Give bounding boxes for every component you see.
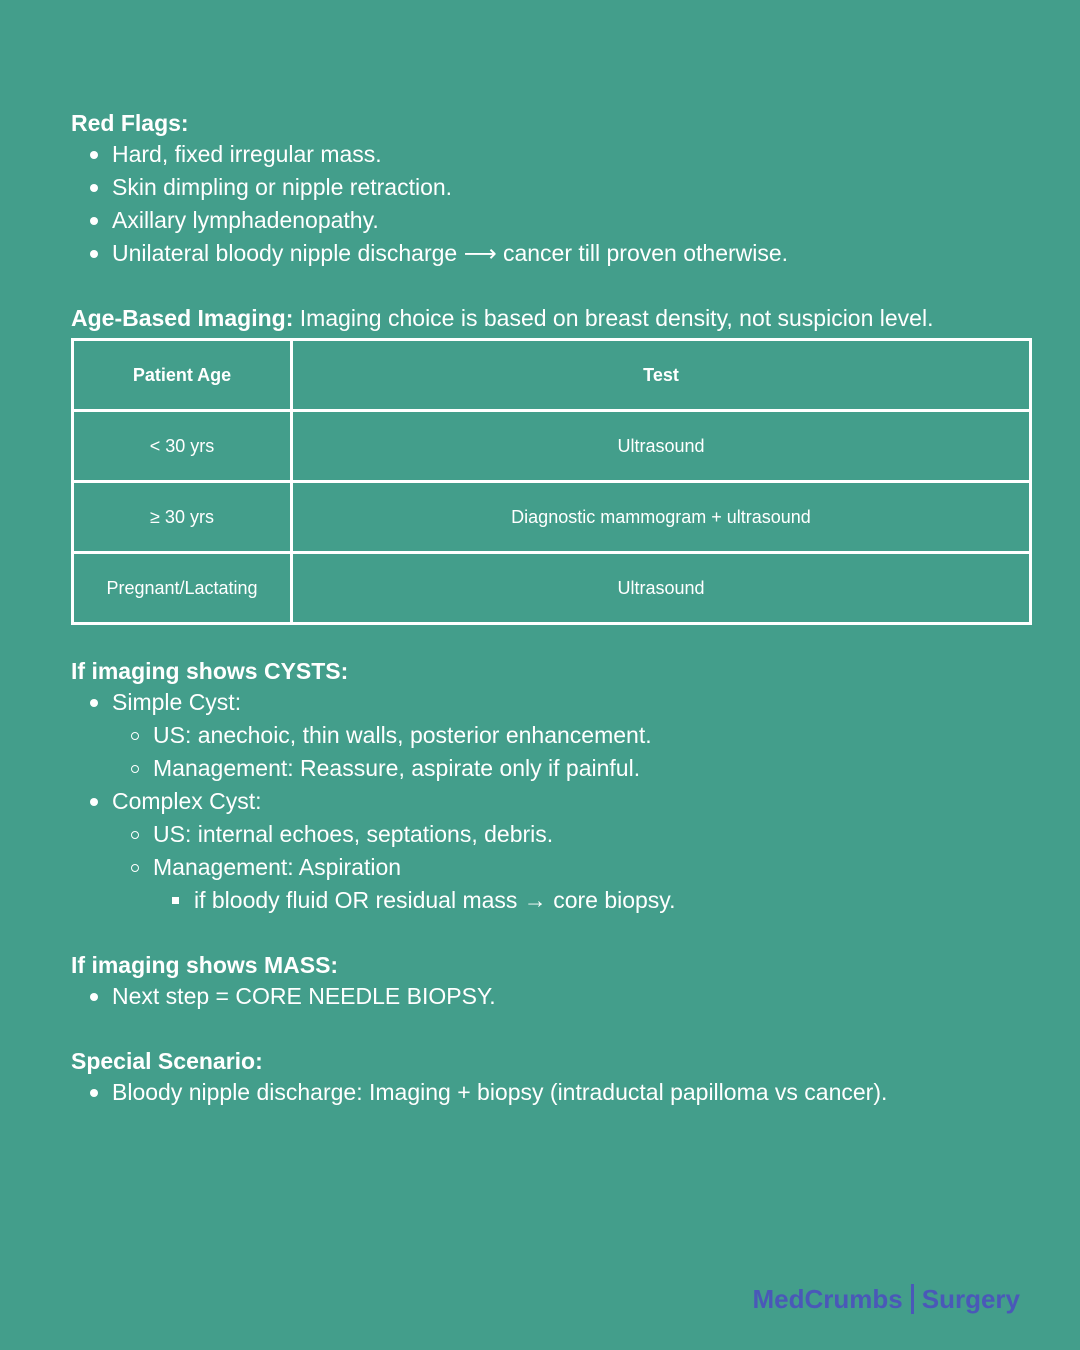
- red-flags-list: [71, 138, 1031, 270]
- table-row: [73, 553, 1031, 624]
- simple-cyst-label: Simple Cyst:: [112, 689, 242, 715]
- list-item: Axillary lymphadenopathy.: [71, 204, 1031, 237]
- imaging-table: [71, 338, 1032, 625]
- list-item: Management: Reassure, aspirate only if painful.: [112, 752, 1031, 785]
- list-item: Unilateral bloody nipple discharge ⟶ cancer till proven otherwise.: [71, 237, 1031, 270]
- cell-test: Ultrasound: [292, 553, 1031, 624]
- cell-age: ≥ 30 yrs: [73, 482, 292, 553]
- mass-list: [71, 980, 1031, 1013]
- list-item: Hard, fixed irregular mass.: [71, 138, 1031, 171]
- list-item: if bloody fluid OR residual mass → core biopsy.: [153, 884, 1031, 917]
- list-item: [71, 686, 1031, 785]
- imaging-title: Age-Based Imaging:: [71, 305, 294, 331]
- special-list: [71, 1076, 1031, 1109]
- list-item: [71, 785, 1031, 917]
- aspiration-sublist: [112, 884, 1031, 917]
- brand-section: Surgery: [921, 1284, 1020, 1314]
- simple-cyst-sublist: [71, 719, 1031, 785]
- brand-divider: [911, 1284, 914, 1314]
- cysts-list: [71, 686, 1031, 917]
- list-item: Bloody nipple discharge: Imaging + biopsy (intraductal papilloma vs cancer).: [71, 1076, 1031, 1109]
- imaging-heading: [71, 303, 1031, 333]
- header-test: Test: [292, 340, 1031, 411]
- table-header-row: [73, 340, 1031, 411]
- special-title: Special Scenario:: [71, 1048, 263, 1074]
- list-item: US: anechoic, thin walls, posterior enhancement.: [112, 719, 1031, 752]
- header-patient-age: Patient Age: [73, 340, 292, 411]
- brand-name: MedCrumbs: [752, 1284, 903, 1314]
- cell-age: Pregnant/Lactating: [73, 553, 292, 624]
- management-text: Management: Aspiration: [153, 854, 402, 880]
- red-flags-title: Red Flags:: [71, 110, 189, 136]
- list-item: [112, 851, 1031, 917]
- list-item: Next step = CORE NEEDLE BIOPSY.: [71, 980, 1031, 1013]
- cysts-title: If imaging shows CYSTS:: [71, 658, 349, 684]
- complex-cyst-sublist: [71, 818, 1031, 917]
- brand-logo: [752, 1282, 1020, 1318]
- table-row: [73, 482, 1031, 553]
- mass-title: If imaging shows MASS:: [71, 952, 339, 978]
- table-row: [73, 411, 1031, 482]
- cell-age: < 30 yrs: [73, 411, 292, 482]
- list-item: US: internal echoes, septations, debris.: [112, 818, 1031, 851]
- imaging-subtitle: Imaging choice is based on breast density, not suspicion level.: [293, 305, 934, 331]
- cell-test: Diagnostic mammogram + ultrasound: [292, 482, 1031, 553]
- cell-test: Ultrasound: [292, 411, 1031, 482]
- complex-cyst-label: Complex Cyst:: [112, 788, 262, 814]
- list-item: Skin dimpling or nipple retraction.: [71, 171, 1031, 204]
- content: [71, 108, 1031, 1109]
